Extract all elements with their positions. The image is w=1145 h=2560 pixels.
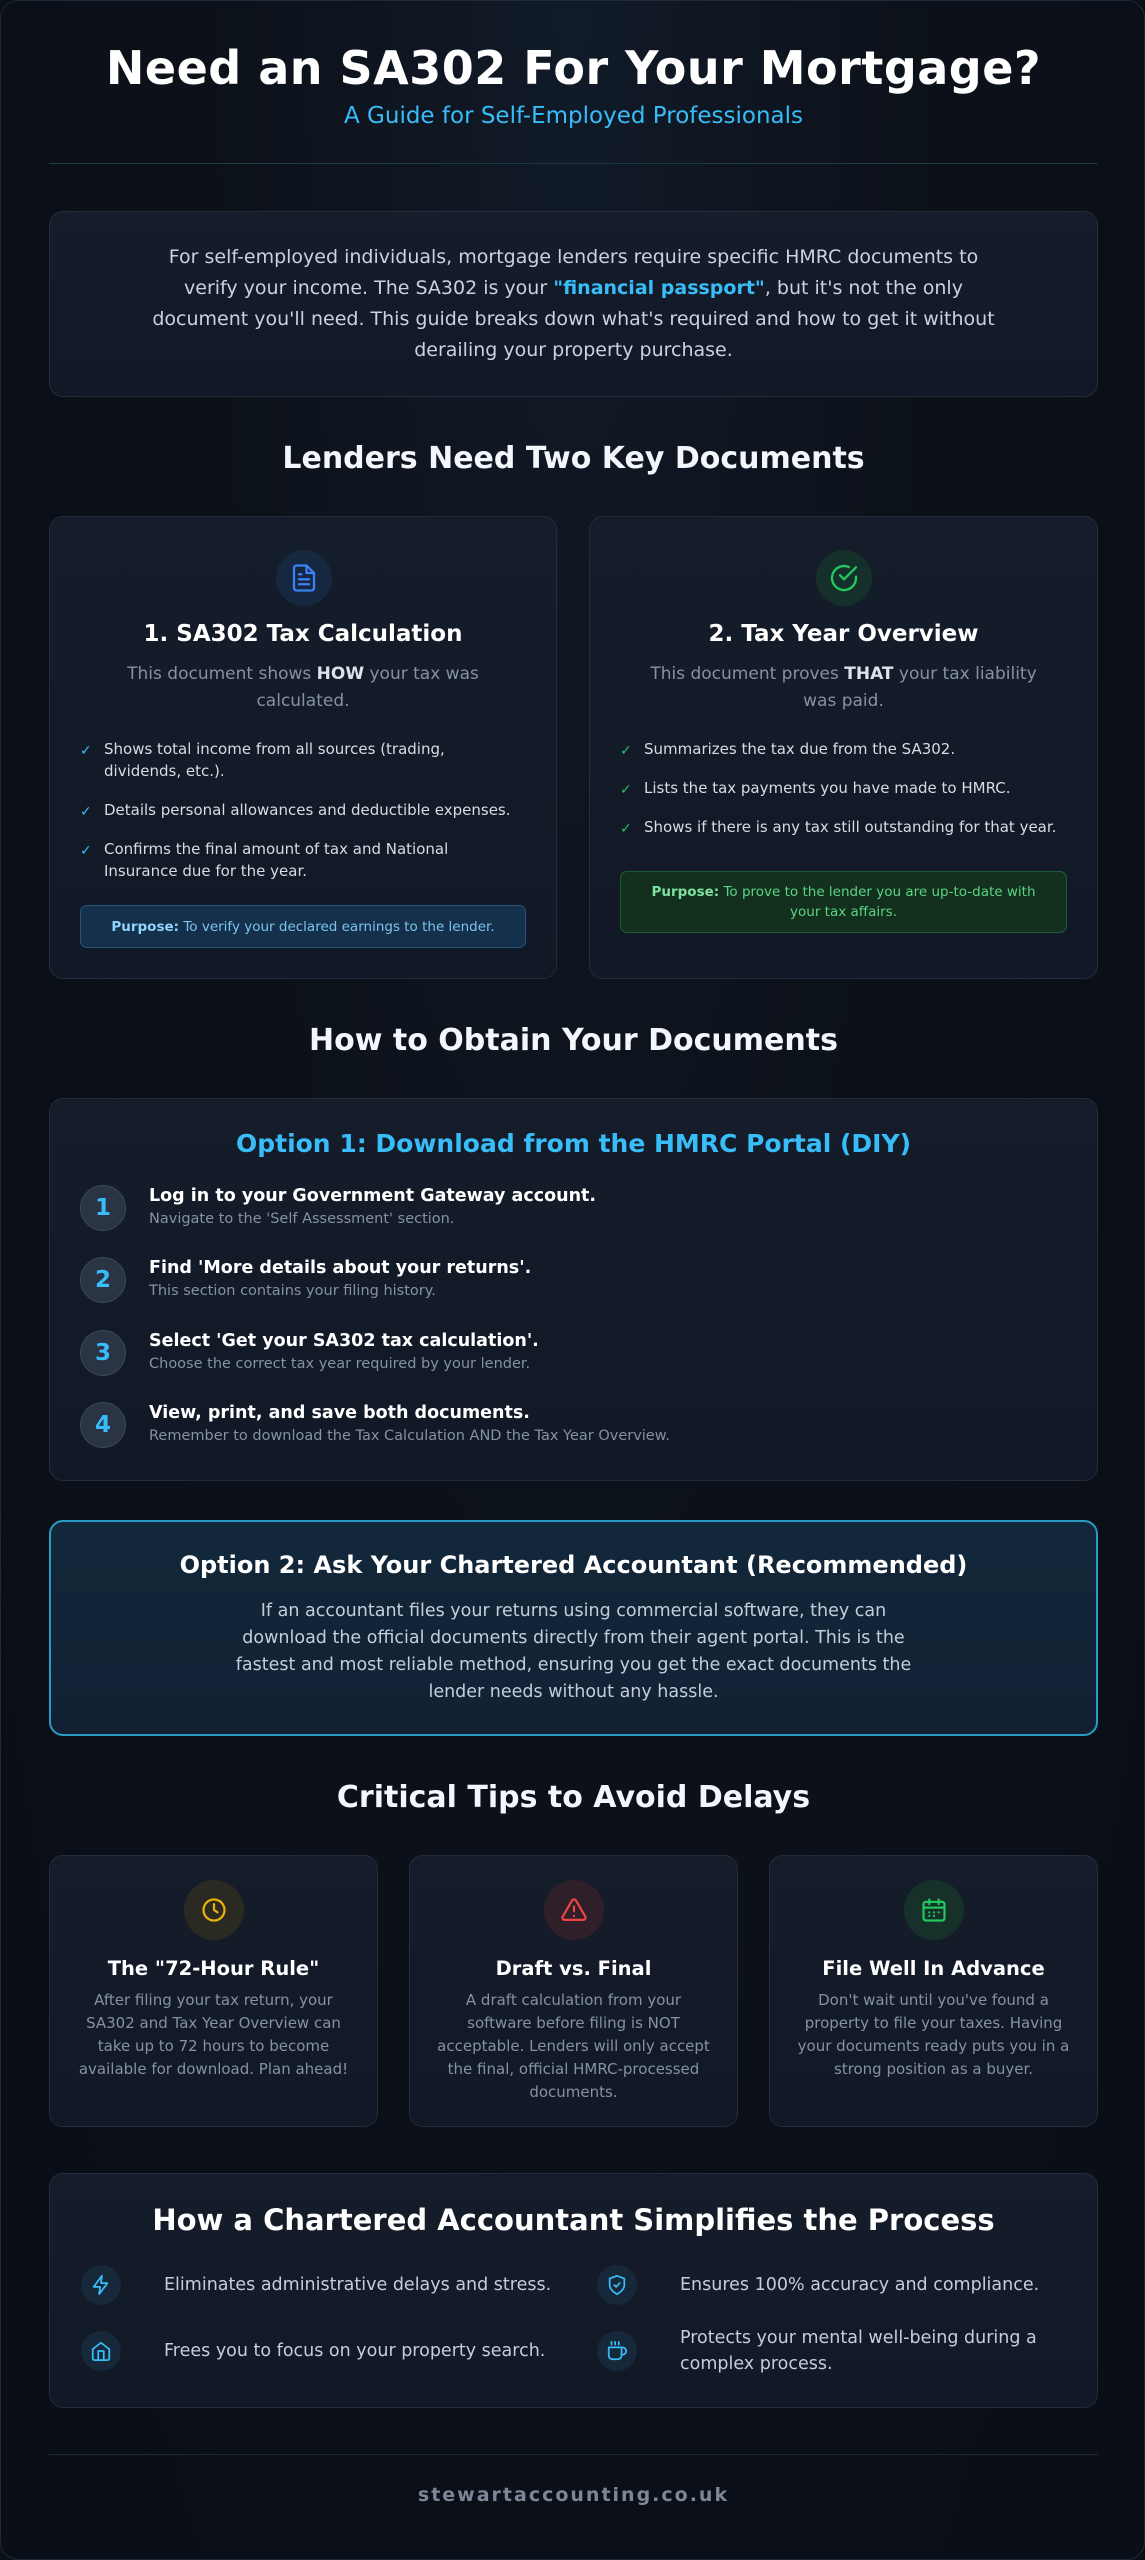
tyo-desc-before: This document proves xyxy=(650,664,845,684)
obtain-section-title: How to Obtain Your Documents xyxy=(309,1023,838,1058)
benefit-text: Protects your mental well-being during a complex process. xyxy=(680,2328,1037,2374)
tyo-bullet-text: Lists the tax payments you have made to HMRC. xyxy=(644,779,1011,797)
step-item xyxy=(80,1257,1067,1317)
sa302-purpose-text: To verify your declared earnings to the lender. xyxy=(179,918,495,935)
tip-title: Draft vs. Final xyxy=(495,1957,652,1980)
option2-title: Option 2: Ask Your Chartered Accountant (Recommended) xyxy=(179,1551,968,1579)
tyo-bullet xyxy=(620,738,1067,760)
tip-text: After filing your tax return, your SA302 and Tax Year Overview can take up to 72 hours to become available for download. Plan ahead! xyxy=(78,1991,349,2078)
step-subtitle: This section contains your filing history. xyxy=(149,1283,436,1299)
sa302-purpose-box xyxy=(80,905,526,948)
step-title: Find 'More details about your returns'. xyxy=(149,1258,532,1278)
tip-card-draft-final xyxy=(409,1855,738,2127)
tip-title: File Well In Advance xyxy=(822,1957,1045,1980)
check-icon: ✓ xyxy=(80,804,92,820)
calendar-icon xyxy=(904,1880,964,1940)
check-icon: ✓ xyxy=(80,843,92,859)
sa302-desc-bold: HOW xyxy=(316,664,365,684)
document-icon xyxy=(276,550,332,606)
step-item xyxy=(80,1402,1067,1462)
intro-paragraph xyxy=(144,242,1004,366)
tyo-bullet-text: Summarizes the tax due from the SA302. xyxy=(644,740,956,758)
check-icon: ✓ xyxy=(80,743,92,759)
warning-icon xyxy=(544,1880,604,1940)
intro-text-after: , but it's not the only document you'll need. This guide breaks down what's required and how to get it without derailing your property purchase. xyxy=(152,277,995,361)
tip-text: Don't wait until you've found a property to file your taxes. Having your documents ready puts you in a strong position as a buyer. xyxy=(797,1991,1070,2078)
check-circle-icon xyxy=(816,550,872,606)
check-icon: ✓ xyxy=(620,782,632,798)
footer-site[interactable]: stewartaccounting.co.uk xyxy=(417,2484,730,2506)
sa302-bullet xyxy=(80,738,526,782)
page-subtitle: A Guide for Self-Employed Professionals xyxy=(344,103,803,129)
tax-year-overview-card xyxy=(589,516,1098,979)
sa302-desc-before: This document shows xyxy=(127,664,317,684)
tyo-desc-bold: THAT xyxy=(844,664,894,684)
step-item xyxy=(80,1185,1067,1245)
step-subtitle: Remember to download the Tax Calculation AND the Tax Year Overview. xyxy=(149,1428,670,1444)
step-subtitle: Navigate to the 'Self Assessment' section. xyxy=(149,1211,455,1227)
step-number: 4 xyxy=(80,1402,126,1448)
step-title: Log in to your Government Gateway account. xyxy=(149,1186,597,1206)
step-title: View, print, and save both documents. xyxy=(149,1403,530,1423)
clock-icon xyxy=(184,1880,244,1940)
step-item xyxy=(80,1330,1067,1390)
check-icon: ✓ xyxy=(620,743,632,759)
header-divider xyxy=(49,163,1098,164)
step-number: 2 xyxy=(80,1257,126,1303)
documents-section-title: Lenders Need Two Key Documents xyxy=(282,441,865,476)
lightning-icon xyxy=(81,2265,121,2305)
shield-check-icon xyxy=(597,2265,637,2305)
option1-card xyxy=(49,1098,1098,1481)
simplify-title: How a Chartered Accountant Simplifies the Process xyxy=(152,2203,995,2237)
sa302-bullet xyxy=(80,838,526,882)
step-number: 3 xyxy=(80,1330,126,1376)
sa302-desc xyxy=(50,661,556,715)
intro-text-wrap xyxy=(49,211,1098,397)
tip-text: A draft calculation from your software before filing is NOT acceptable. Lenders will only accept the final, official HMRC-processed documents. xyxy=(437,1991,710,2101)
tyo-desc-after: your tax liability was paid. xyxy=(803,664,1037,711)
benefit-text: Frees you to focus on your property search. xyxy=(164,2341,546,2361)
tyo-bullet-list xyxy=(620,738,1067,855)
sa302-purpose-label: Purpose: xyxy=(111,918,180,935)
home-icon xyxy=(81,2331,121,2371)
sa302-bullet-text: Confirms the final amount of tax and National Insurance due for the year. xyxy=(104,840,449,880)
benefit-text: Eliminates administrative delays and stress. xyxy=(164,2275,552,2295)
sa302-bullet xyxy=(80,799,526,821)
check-icon: ✓ xyxy=(620,821,632,837)
option2-card xyxy=(49,1520,1098,1736)
tyo-bullet xyxy=(620,777,1067,799)
option2-text: If an accountant files your returns using commercial software, they can download the official documents directly from their agent portal. This is the fastest and most reliable method, ensuring you get the exact documents the lender needs without any hassle. xyxy=(235,1601,912,1702)
sa302-desc-after: your tax was calculated. xyxy=(256,664,479,711)
simplify-card xyxy=(49,2173,1098,2408)
tip-title: The "72-Hour Rule" xyxy=(107,1957,320,1980)
tips-section-title: Critical Tips to Avoid Delays xyxy=(336,1780,811,1815)
step-number: 1 xyxy=(80,1185,126,1231)
step-title: Select 'Get your SA302 tax calculation'. xyxy=(149,1331,539,1351)
sa302-bullet-text: Details personal allowances and deductible expenses. xyxy=(104,801,511,819)
tyo-purpose-text: To prove to the lender you are up-to-date with your tax affairs. xyxy=(719,884,1036,920)
tip-card-file-early xyxy=(769,1855,1098,2127)
sa302-bullet-list xyxy=(80,738,526,899)
sa302-bullet-text: Shows total income from all sources (trading, dividends, etc.). xyxy=(104,740,445,780)
tax-year-overview-desc xyxy=(590,661,1097,715)
tyo-purpose-label: Purpose: xyxy=(651,884,720,900)
intro-highlight: "financial passport" xyxy=(553,277,765,299)
tip-card-72-hour xyxy=(49,1855,378,2127)
tyo-purpose-box xyxy=(620,871,1067,933)
coffee-cup-icon xyxy=(597,2331,637,2371)
sa302-title: 1. SA302 Tax Calculation xyxy=(143,621,463,647)
benefit-text: Ensures 100% accuracy and compliance. xyxy=(680,2275,1040,2295)
tyo-bullet-text: Shows if there is any tax still outstanding for that year. xyxy=(644,818,1057,836)
sa302-card xyxy=(49,516,557,979)
footer-divider xyxy=(49,2454,1098,2455)
page-title: Need an SA302 For Your Mortgage? xyxy=(105,41,1042,95)
tyo-bullet xyxy=(620,816,1067,838)
step-subtitle: Choose the correct tax year required by your lender. xyxy=(149,1356,531,1372)
tax-year-overview-title: 2. Tax Year Overview xyxy=(708,621,979,647)
option1-title: Option 1: Download from the HMRC Portal (DIY) xyxy=(235,1129,912,1158)
intro-text-before: For self-employed individuals, mortgage lenders require specific HMRC documents to verify your income. The SA302 is your xyxy=(168,246,979,299)
